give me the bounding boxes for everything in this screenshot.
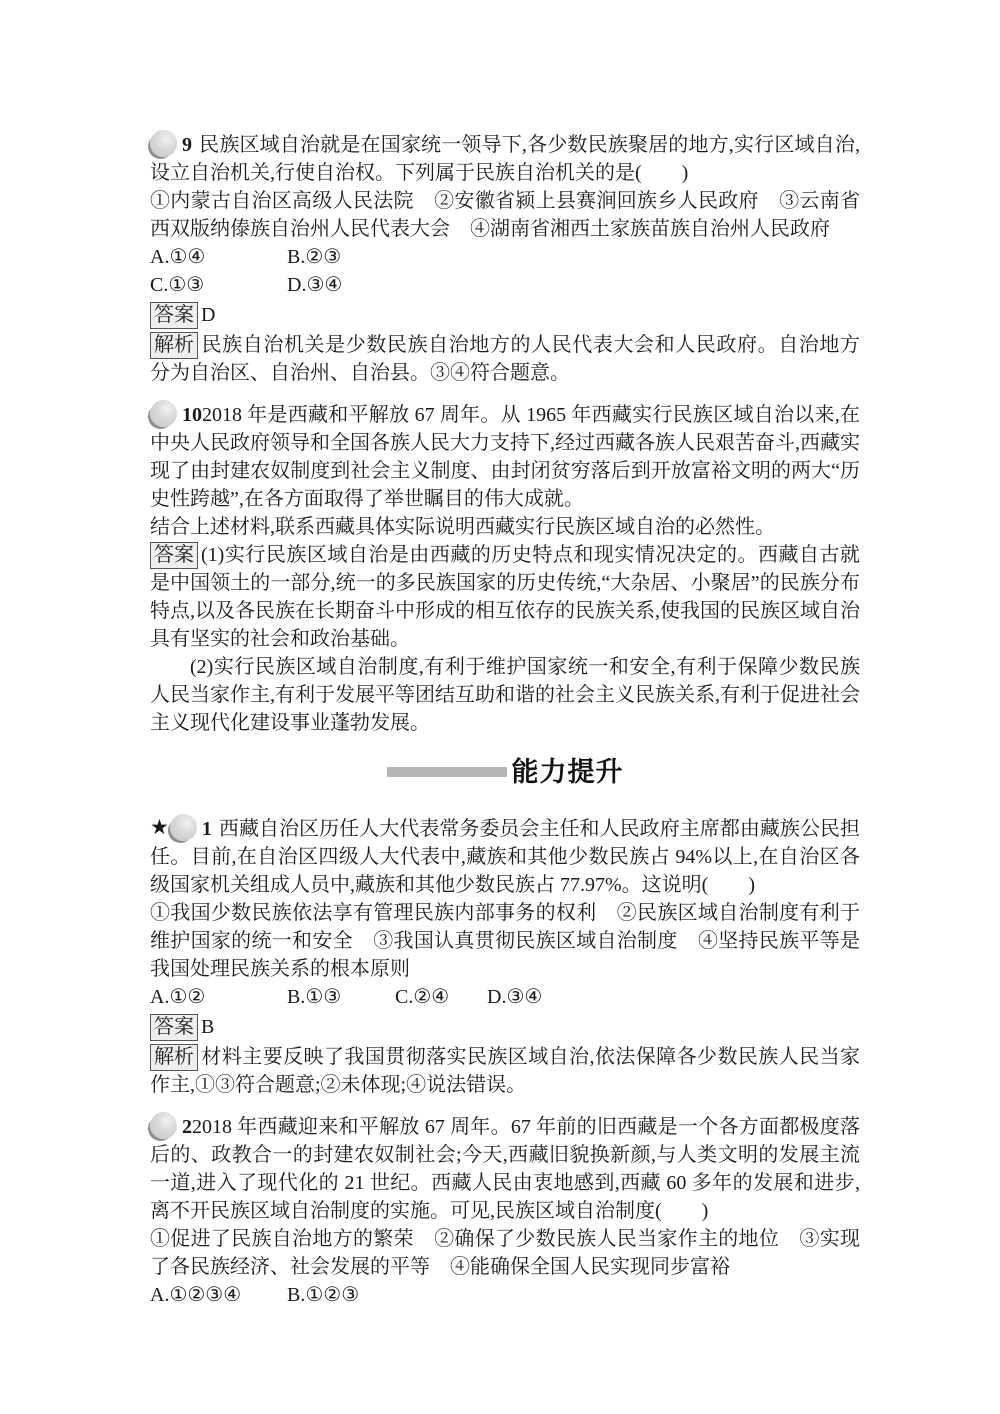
question-10 [150, 400, 860, 737]
analysis-text: 材料主要反映了我国贯彻落实民族区域自治,依法保障各少数民族人民当家作主,①③符合题意;②未体现;④说法错误。 [150, 1046, 860, 1096]
answer-text: (1)实行民族区域自治是由西藏的历史特点和现实情况决定的。西藏自古就是中国领土的一部分,统一的多民族国家的历史传统,“大杂居、小聚居”的民族分布特点,以及各民族在长期奋斗中形成的相互依存的民族关系,使我国的民族区域自治具有坚实的社会和政治基础。 [150, 544, 860, 650]
question-9-stem-line [150, 130, 860, 187]
question-bullet-icon [150, 1112, 177, 1139]
answer-label: 答案 [150, 1014, 198, 1041]
question-9-options-row-1 [150, 243, 860, 271]
option-b: B.②③ [287, 246, 342, 268]
option-c: C.②④ [395, 986, 450, 1008]
question-stem-text: 2018 年西藏迎来和平解放 67 周年。67 年前的旧西藏是一个各方面都极度落后的、政教合一的封建农奴制社会;今天,西藏旧貌换新颜,与人类文明的发展主流一道,进入了现代化的 21 世纪。西藏人民由衷地感到,西藏 60 多年的发展和进步,离不开民族区域自治制度的实施。可见,民族区域自治制度( ) [150, 1116, 860, 1222]
option-b: B.①③ [287, 986, 342, 1008]
analysis-label: 解析 [150, 1044, 198, 1071]
question-9 [150, 130, 860, 387]
question-10-answer-part-1 [150, 541, 860, 653]
question-c1 [150, 813, 860, 1099]
section-title: 能力提升 [511, 757, 624, 787]
question-c1-answer-line [150, 1013, 860, 1041]
question-number: 9 [182, 134, 192, 156]
question-number: 10 [182, 404, 202, 426]
option-a: A.①② [150, 986, 206, 1008]
question-stem-text: 西藏自治区历任人大代表常务委员会主任和人民政府主席都由藏族公民担任。目前,在自治区四级人大代表中,藏族和其他少数民族占 94%以上,在自治区各级国家机关组成人员中,藏族和其他少数民族占 77.97%。这说明( ) [150, 818, 861, 896]
question-c2 [150, 1112, 860, 1309]
answer-value: D [201, 304, 216, 326]
question-bullet-icon [150, 130, 177, 157]
section-header-bar [387, 767, 507, 777]
question-9-items: ①内蒙古自治区高级人民法院 ②安徽省颍上县赛涧回族乡人民政府 ③云南省西双版纳傣族自治州人民代表大会 ④湖南省湘西土家族苗族自治州人民政府 [150, 190, 860, 240]
option-a: A.①②③④ [150, 1284, 242, 1306]
analysis-label: 解析 [150, 332, 198, 359]
question-bullet-icon [150, 400, 177, 427]
analysis-text: 民族自治机关是少数民族自治地方的人民代表大会和人民政府。自治地方分为自治区、自治州、自治县。③④符合题意。 [150, 334, 860, 384]
option-d: D.③④ [487, 986, 543, 1008]
section-header [150, 757, 860, 787]
question-c1-analysis-line [150, 1043, 860, 1099]
question-number: 2 [182, 1116, 192, 1138]
question-10-prompt: 结合上述材料,联系西藏具体实际说明西藏实行民族区域自治的必然性。 [150, 516, 775, 538]
question-c1-stem-line [150, 813, 860, 899]
option-c: C.①③ [150, 274, 205, 296]
question-10-stem-line [150, 400, 860, 513]
question-9-options-row-2 [150, 271, 860, 299]
question-10-answer-part-2: (2)实行民族区域自治制度,有利于维护国家统一和安全,有利于保障少数民族人民当家作主,有利于发展平等团结互助和谐的社会主义民族关系,有利于促进社会主义现代化建设事业蓬勃发展。 [150, 656, 860, 734]
question-number: 1 [201, 818, 212, 840]
question-9-analysis-line [150, 331, 860, 387]
option-b: B.①②③ [287, 1284, 360, 1306]
question-c1-options-row [150, 983, 860, 1011]
question-c2-options-row [150, 1281, 860, 1309]
answer-value: B [201, 1016, 215, 1038]
question-c2-stem-line [150, 1112, 860, 1225]
option-d: D.③④ [287, 274, 343, 296]
question-stem-text: 民族区域自治就是在国家统一领导下,各少数民族聚居的地方,实行区域自治,设立自治机关,行使自治权。下列属于民族自治机关的是( ) [150, 134, 860, 184]
question-c2-items: ①促进了民族自治地方的繁荣 ②确保了少数民族人民当家作主的地位 ③实现了各民族经济、社会发展的平等 ④能确保全国人民实现同步富裕 [150, 1228, 860, 1278]
star-icon: ★ [150, 815, 169, 839]
answer-label: 答案 [150, 302, 198, 329]
option-a: A.①④ [150, 246, 206, 268]
answer-label: 答案 [150, 542, 198, 569]
question-9-answer-line [150, 301, 860, 329]
question-stem-text: 2018 年是西藏和平解放 67 周年。从 1965 年西藏实行民族区域自治以来,在中央人民政府领导和全国各族人民大力支持下,经过西藏各族人民艰苦奋斗,西藏实现了由封建农奴制度到社会主义制度、由封闭贫穷落后到开放富裕文明的两大“历史性跨越”,在各方面取得了举世瞩目的伟大成就。 [150, 404, 860, 510]
question-bullet-icon [170, 814, 197, 841]
question-c1-items: ①我国少数民族依法享有管理民族内部事务的权利 ②民族区域自治制度有利于维护国家的统一和安全 ③我国认真贯彻民族区域自治制度 ④坚持民族平等是我国处理民族关系的根本原则 [150, 902, 860, 980]
